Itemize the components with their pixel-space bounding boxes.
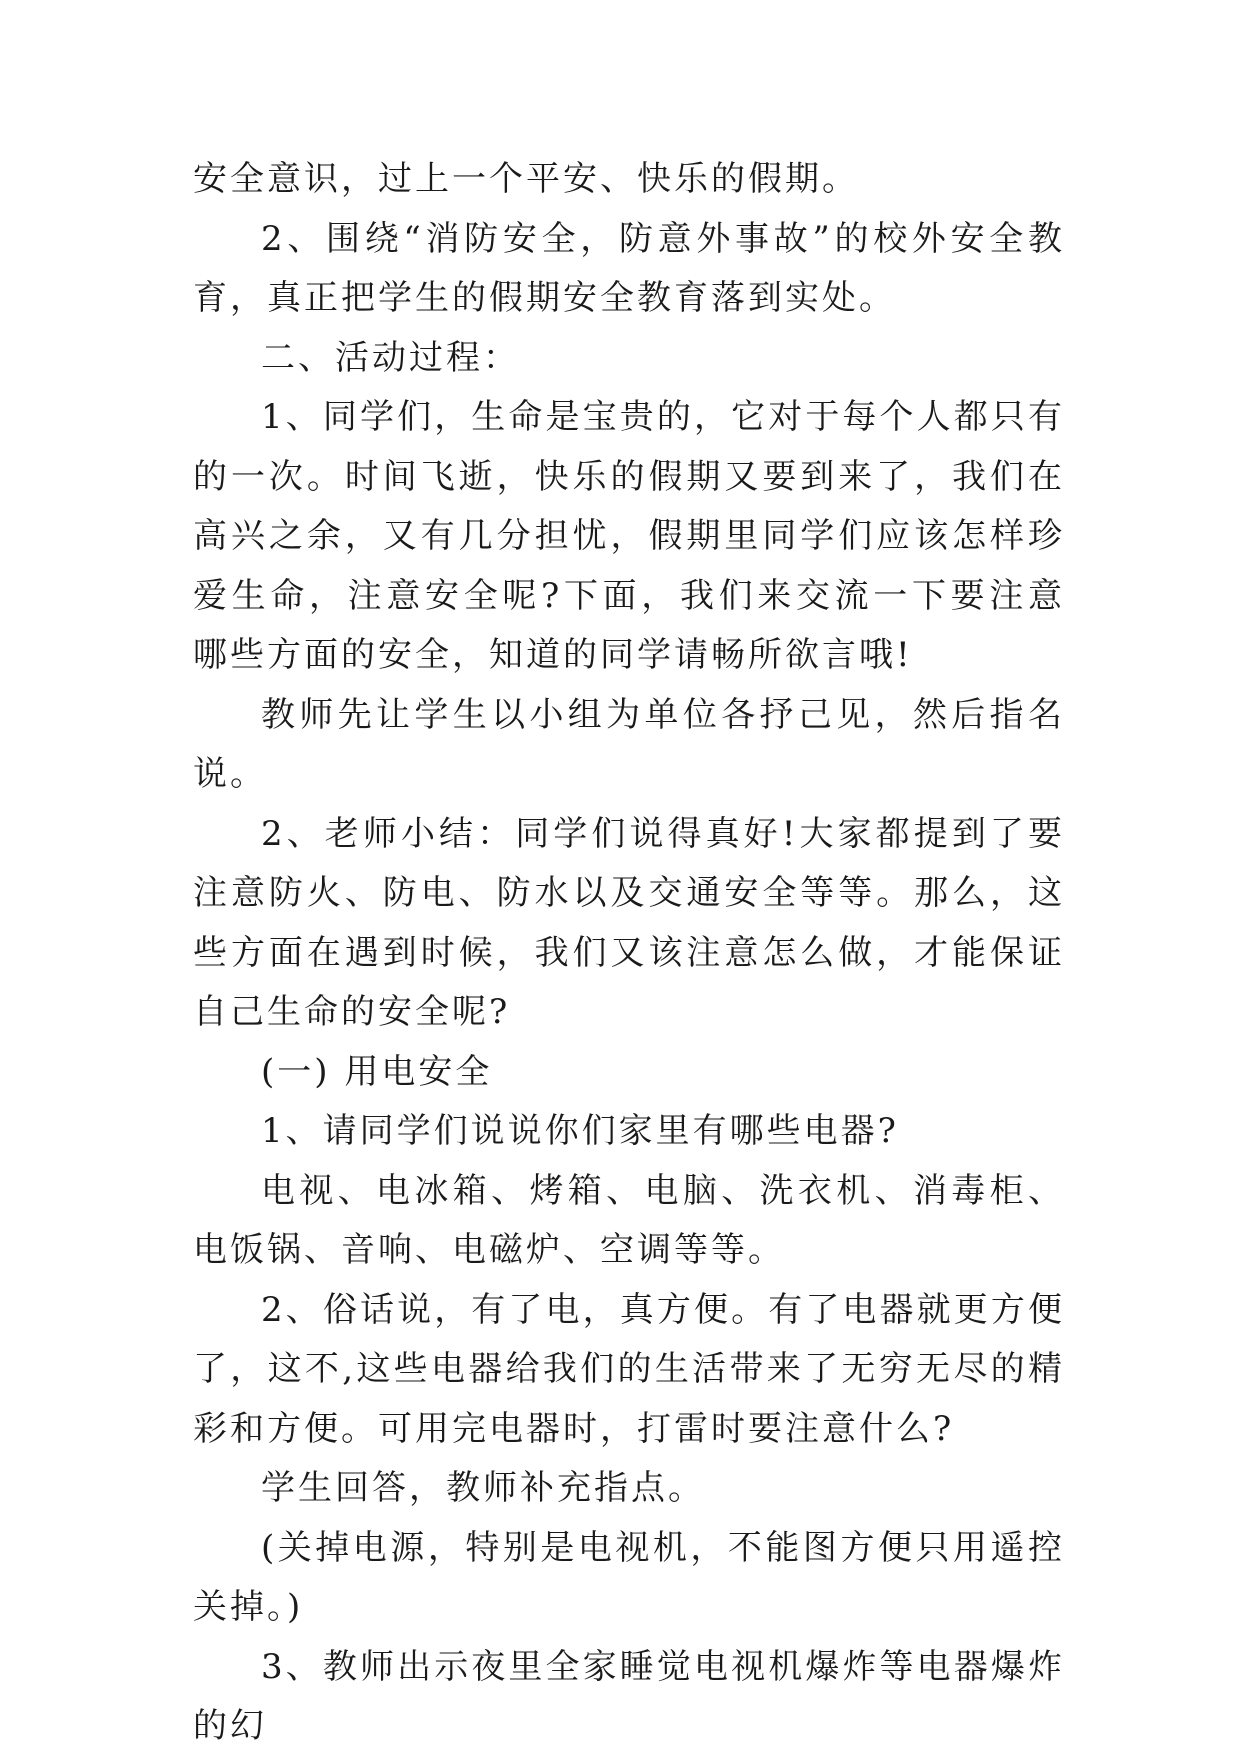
paragraph-appliance-question: 1、请同学们说说你们家里有哪些电器? — [261, 1111, 899, 1151]
section-heading-activity-process: 二、活动过程： — [261, 337, 520, 378]
document-body — [193, 150, 1065, 1757]
paragraph-turn-off-power: (关掉电源，特别是电视机，不能图方便只用遥控关掉。) — [193, 1527, 1065, 1627]
paragraph-student-answer: 学生回答，教师补充指点。 — [261, 1468, 705, 1508]
paragraph-appliance-list: 电视、电冰箱、烤箱、电脑、洗衣机、消毒柜、电饭锅、音响、电磁炉、空调等等。 — [193, 1170, 1065, 1270]
paragraph-group-discussion: 教师先让学生以小组为单位各抒己见，然后指名说。 — [193, 694, 1065, 794]
paragraph-teacher-summary: 2、老师小结：同学们说得真好!大家都提到了要注意防火、防电、防水以及交通安全等等。那么，这些方面在遇到时候，我们又该注意怎么做，才能保证自己生命的安全呢? — [193, 813, 1065, 1032]
paragraph-explosion-demo: 3、教师出示夜里全家睡觉电视机爆炸等电器爆炸的幻 — [193, 1646, 1065, 1746]
paragraph-life-is-precious: 1、同学们，生命是宝贵的，它对于每个人都只有的一次。时间飞逝，快乐的假期又要到来了，我们在高兴之余，又有几分担忧，假期里同学们应该怎样珍爱生命，注意安全呢?下面，我们来交流一下要注意哪些方面的安全，知道的同学请畅所欲言哦! — [193, 397, 1065, 675]
subheading-electrical-safety: (一) 用电安全 — [261, 1051, 493, 1092]
paragraph-electricity-convenience: 2、俗话说，有了电，真方便。有了电器就更方便了，这不,这些电器给我们的生活带来了无穷无尽的精彩和方便。可用完电器时，打雷时要注意什么? — [193, 1289, 1065, 1449]
paragraph-safety-awareness: 安全意识，过上一个平安、快乐的假期。 — [193, 159, 859, 199]
paragraph-fire-safety-education: 2、围绕“消防安全，防意外事故”的校外安全教育，真正把学生的假期安全教育落到实处。 — [193, 218, 1065, 318]
